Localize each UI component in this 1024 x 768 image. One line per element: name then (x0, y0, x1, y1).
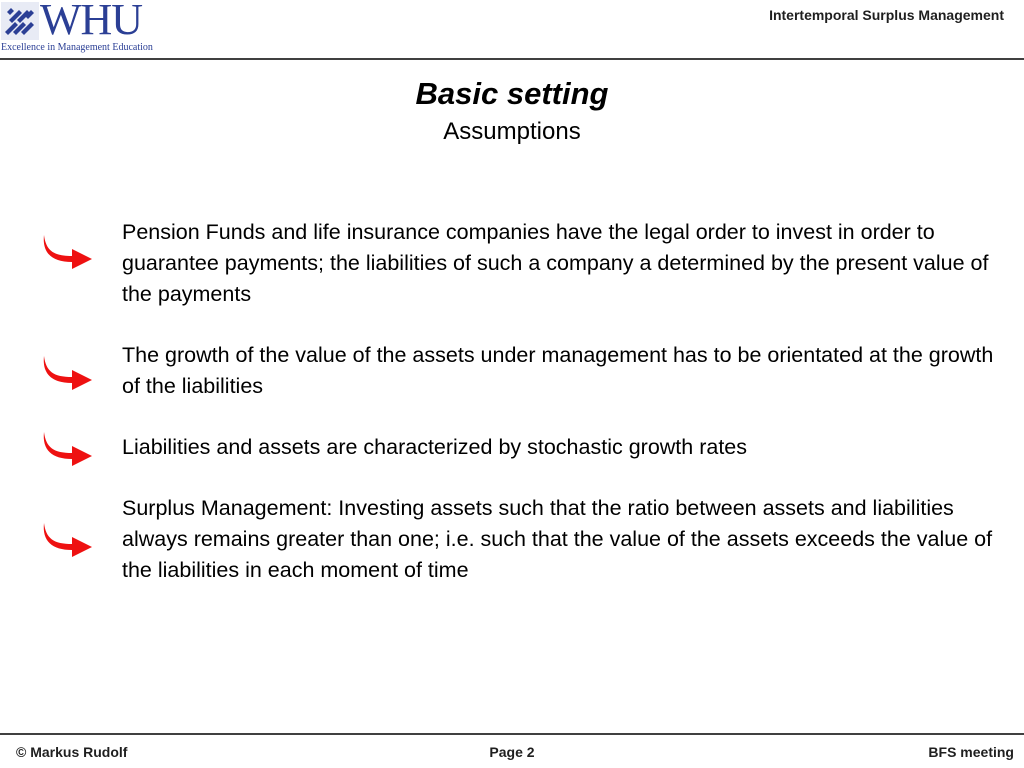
curved-arrow-icon (40, 517, 96, 557)
bullet-text: The growth of the value of the assets under management has to be orientated at the growth of the liabilities (122, 343, 994, 398)
footer-page-number: Page 2 (489, 744, 535, 760)
footer-divider (0, 733, 1024, 735)
bullet-text: Liabilities and assets are characterized by stochastic growth rates (122, 435, 748, 459)
curved-arrow-icon (40, 229, 96, 269)
bullet-text: Surplus Management: Investing assets such that the ratio between assets and liabilities always remains greater than one; i.e. such that the value of the assets exceeds the value of the liabilities in each moment of time (122, 496, 993, 582)
logo-wordmark: WHU (40, 0, 143, 44)
slide-title: Basic setting (415, 76, 609, 111)
footer-event: BFS meeting (928, 744, 1014, 760)
logo-tagline: Excellence in Management Education (1, 42, 153, 53)
slide-subtitle: Assumptions (443, 118, 581, 145)
whu-logo (0, 0, 156, 56)
bullet-text: Pension Funds and life insurance companies have the legal order to invest in order to guarantee payments; the liabilities of such a company a determined by the present value of the payments (122, 220, 989, 306)
curved-arrow-icon (40, 350, 96, 390)
footer-author: © Markus Rudolf (16, 744, 128, 760)
header-title: Intertemporal Surplus Management (769, 7, 1004, 23)
curved-arrow-icon (40, 426, 96, 466)
header-divider (0, 58, 1024, 60)
whu-logo-mark-icon (1, 2, 39, 40)
